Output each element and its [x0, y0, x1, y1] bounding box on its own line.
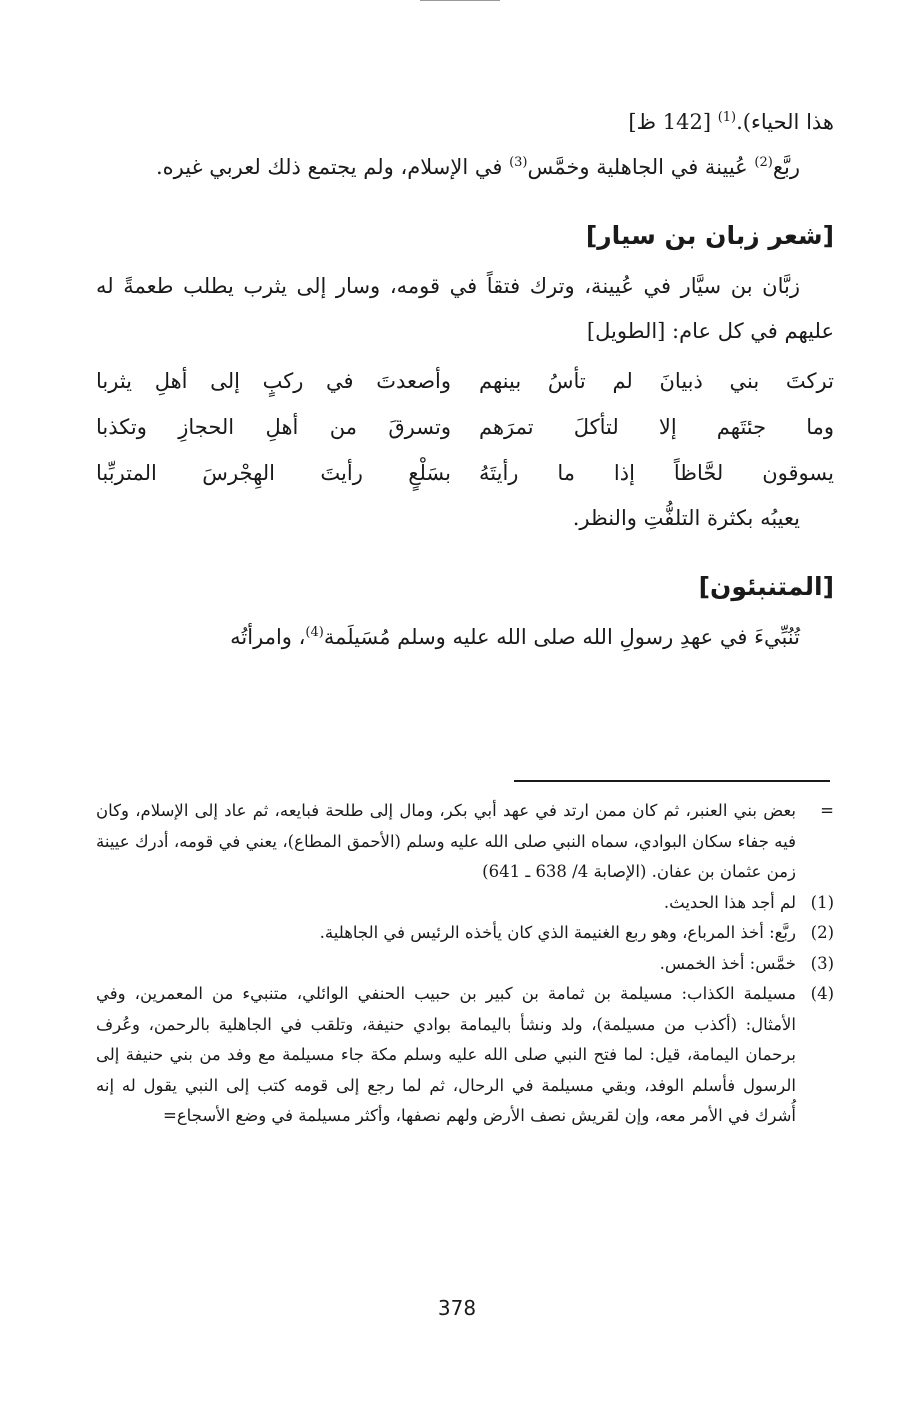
poem-hemistich-first: تركتَ بني ذبيانَ لم تأسُ بينهم	[479, 369, 834, 393]
footnote-number: (2)	[810, 923, 834, 942]
footnote-item	[96, 979, 834, 1132]
footnote-item	[96, 918, 834, 949]
footnote-text: بعض بني العنبر، ثم كان ممن ارتد في عهد أبي بكر، ومال إلى طلحة فبايعه، ثم عاد إلى الإسلام، وكان فيه جفاء سكان البوادي، سماه النبي صلى الله عليه وسلم (الأحمق المطاع)، يعني في قومه، أدرك عيينة زمن عثمان بن عفان. (الإصابة 4/ 638 ـ 641)	[96, 801, 796, 881]
poem-hemistich-second: وأصعدتَ في ركبٍ إلى أهلِ يثربا	[96, 369, 451, 393]
footnote-text: مسيلمة الكذاب: مسيلمة بن ثمامة بن كبير بن حبيب الحنفي الوائلي، متنبيء من المعمرين، وفي الأمثال: (أكذب من مسيلمة)، ولد ونشأ باليمامة بوادي حنيفة، وتلقب في الجاهلية بالرحمن، وعُرف برحمان اليمامة، قيل: لما فتح النبي صلى الله عليه وسلم مكة جاء مسيلمة مع وفد من بني حنيفة إلى الرسول فأسلم الوفد، وبقي مسيلمة في الرحال، ثم لما رجع إلى قومه كتب إلى النبي يقول له إنه أُشرك في الأمر معه، وإن لقريش نصف الأرض ولهم نصفها، وأكثر مسيلمة في وضع الأسجاع=	[96, 984, 796, 1125]
poem-verse	[96, 450, 834, 496]
folio-marker: [142 ظ]	[628, 110, 718, 134]
paragraph-after-poem: يعيبُه بكثرة التلفُّتِ والنظر.	[572, 506, 800, 530]
footnote-text: ربَّع: أخذ المرباع، وهو ربع الغنيمة الذي كان يأخذه الرئيس في الجاهلية.	[319, 923, 796, 942]
prophets-text-a: تُنُبِّيءَ في عهدِ رسولِ الله صلى الله عليه وسلم مُسَيلَمة	[323, 625, 800, 649]
uyayna-text-c: في الإسلام، ولم يجتمع ذلك لعربي غيره.	[156, 155, 510, 179]
footnote-item	[96, 949, 834, 980]
poem-hemistich-first: يسوقون لحَّاظاً إذا ما رأيتَهُ	[479, 461, 834, 485]
main-text-block	[96, 100, 834, 660]
footnotes-block	[96, 796, 834, 1132]
footnote-text: خمَّس: أخذ الخمس.	[659, 953, 796, 973]
continuation-marker: =	[820, 801, 834, 820]
footnote-separator	[514, 780, 830, 782]
poem-hemistich-second: بسَلْعٍ رأيتَ الهِجْرسَ المتربِّبا	[96, 461, 451, 485]
poem-hemistich-first: وما جئتَهم إلا لتأكلَ تمرَهم	[479, 415, 834, 439]
footnote-ref-2[interactable]: (2)	[754, 155, 773, 170]
section-heading-prophets: [المتنبئون]	[698, 572, 834, 601]
poem-verse	[96, 404, 834, 450]
poem-hemistich-second: وتسرقَ من أهلِ الحجازِ وتكذبا	[96, 415, 451, 439]
poem-verse	[96, 358, 834, 404]
footnote-text: لم أجد هذا الحديث.	[663, 892, 796, 912]
footnote-number: (4)	[810, 984, 834, 1003]
uyayna-text-b: عُيينة في الجاهلية وخمَّس	[527, 155, 755, 179]
prophets-text-b: ، وامرأتُه	[230, 625, 306, 649]
page-number: 378	[437, 1296, 477, 1320]
section-heading-zabban: [شعر زبان بن سيار]	[585, 221, 834, 250]
paragraph-prophets	[96, 615, 834, 660]
carryover-text: هذا الحياء).	[736, 110, 834, 134]
poem-block	[96, 358, 834, 496]
footnote-ref-4[interactable]: (4)	[305, 625, 324, 640]
top-edge-rule	[420, 0, 500, 1]
paragraph-uyayna	[96, 145, 834, 190]
footnote-continuation	[96, 796, 834, 888]
footnote-ref-3[interactable]: (3)	[509, 155, 528, 170]
paragraph-zabban: زبَّان بن سيَّار في عُيينة، وترك فتقاً في قومه، وسار إلى يثرب يطلب طعمةً له عليهم في كل عام: [الطويل]	[96, 274, 834, 343]
footnote-item	[96, 888, 834, 919]
paragraph-carryover	[96, 100, 834, 145]
uyayna-text-a: ربَّع	[772, 155, 800, 179]
footnote-ref-1[interactable]: (1)	[717, 110, 737, 125]
footnote-number: (1)	[810, 892, 834, 912]
footnote-number: (3)	[810, 953, 834, 973]
